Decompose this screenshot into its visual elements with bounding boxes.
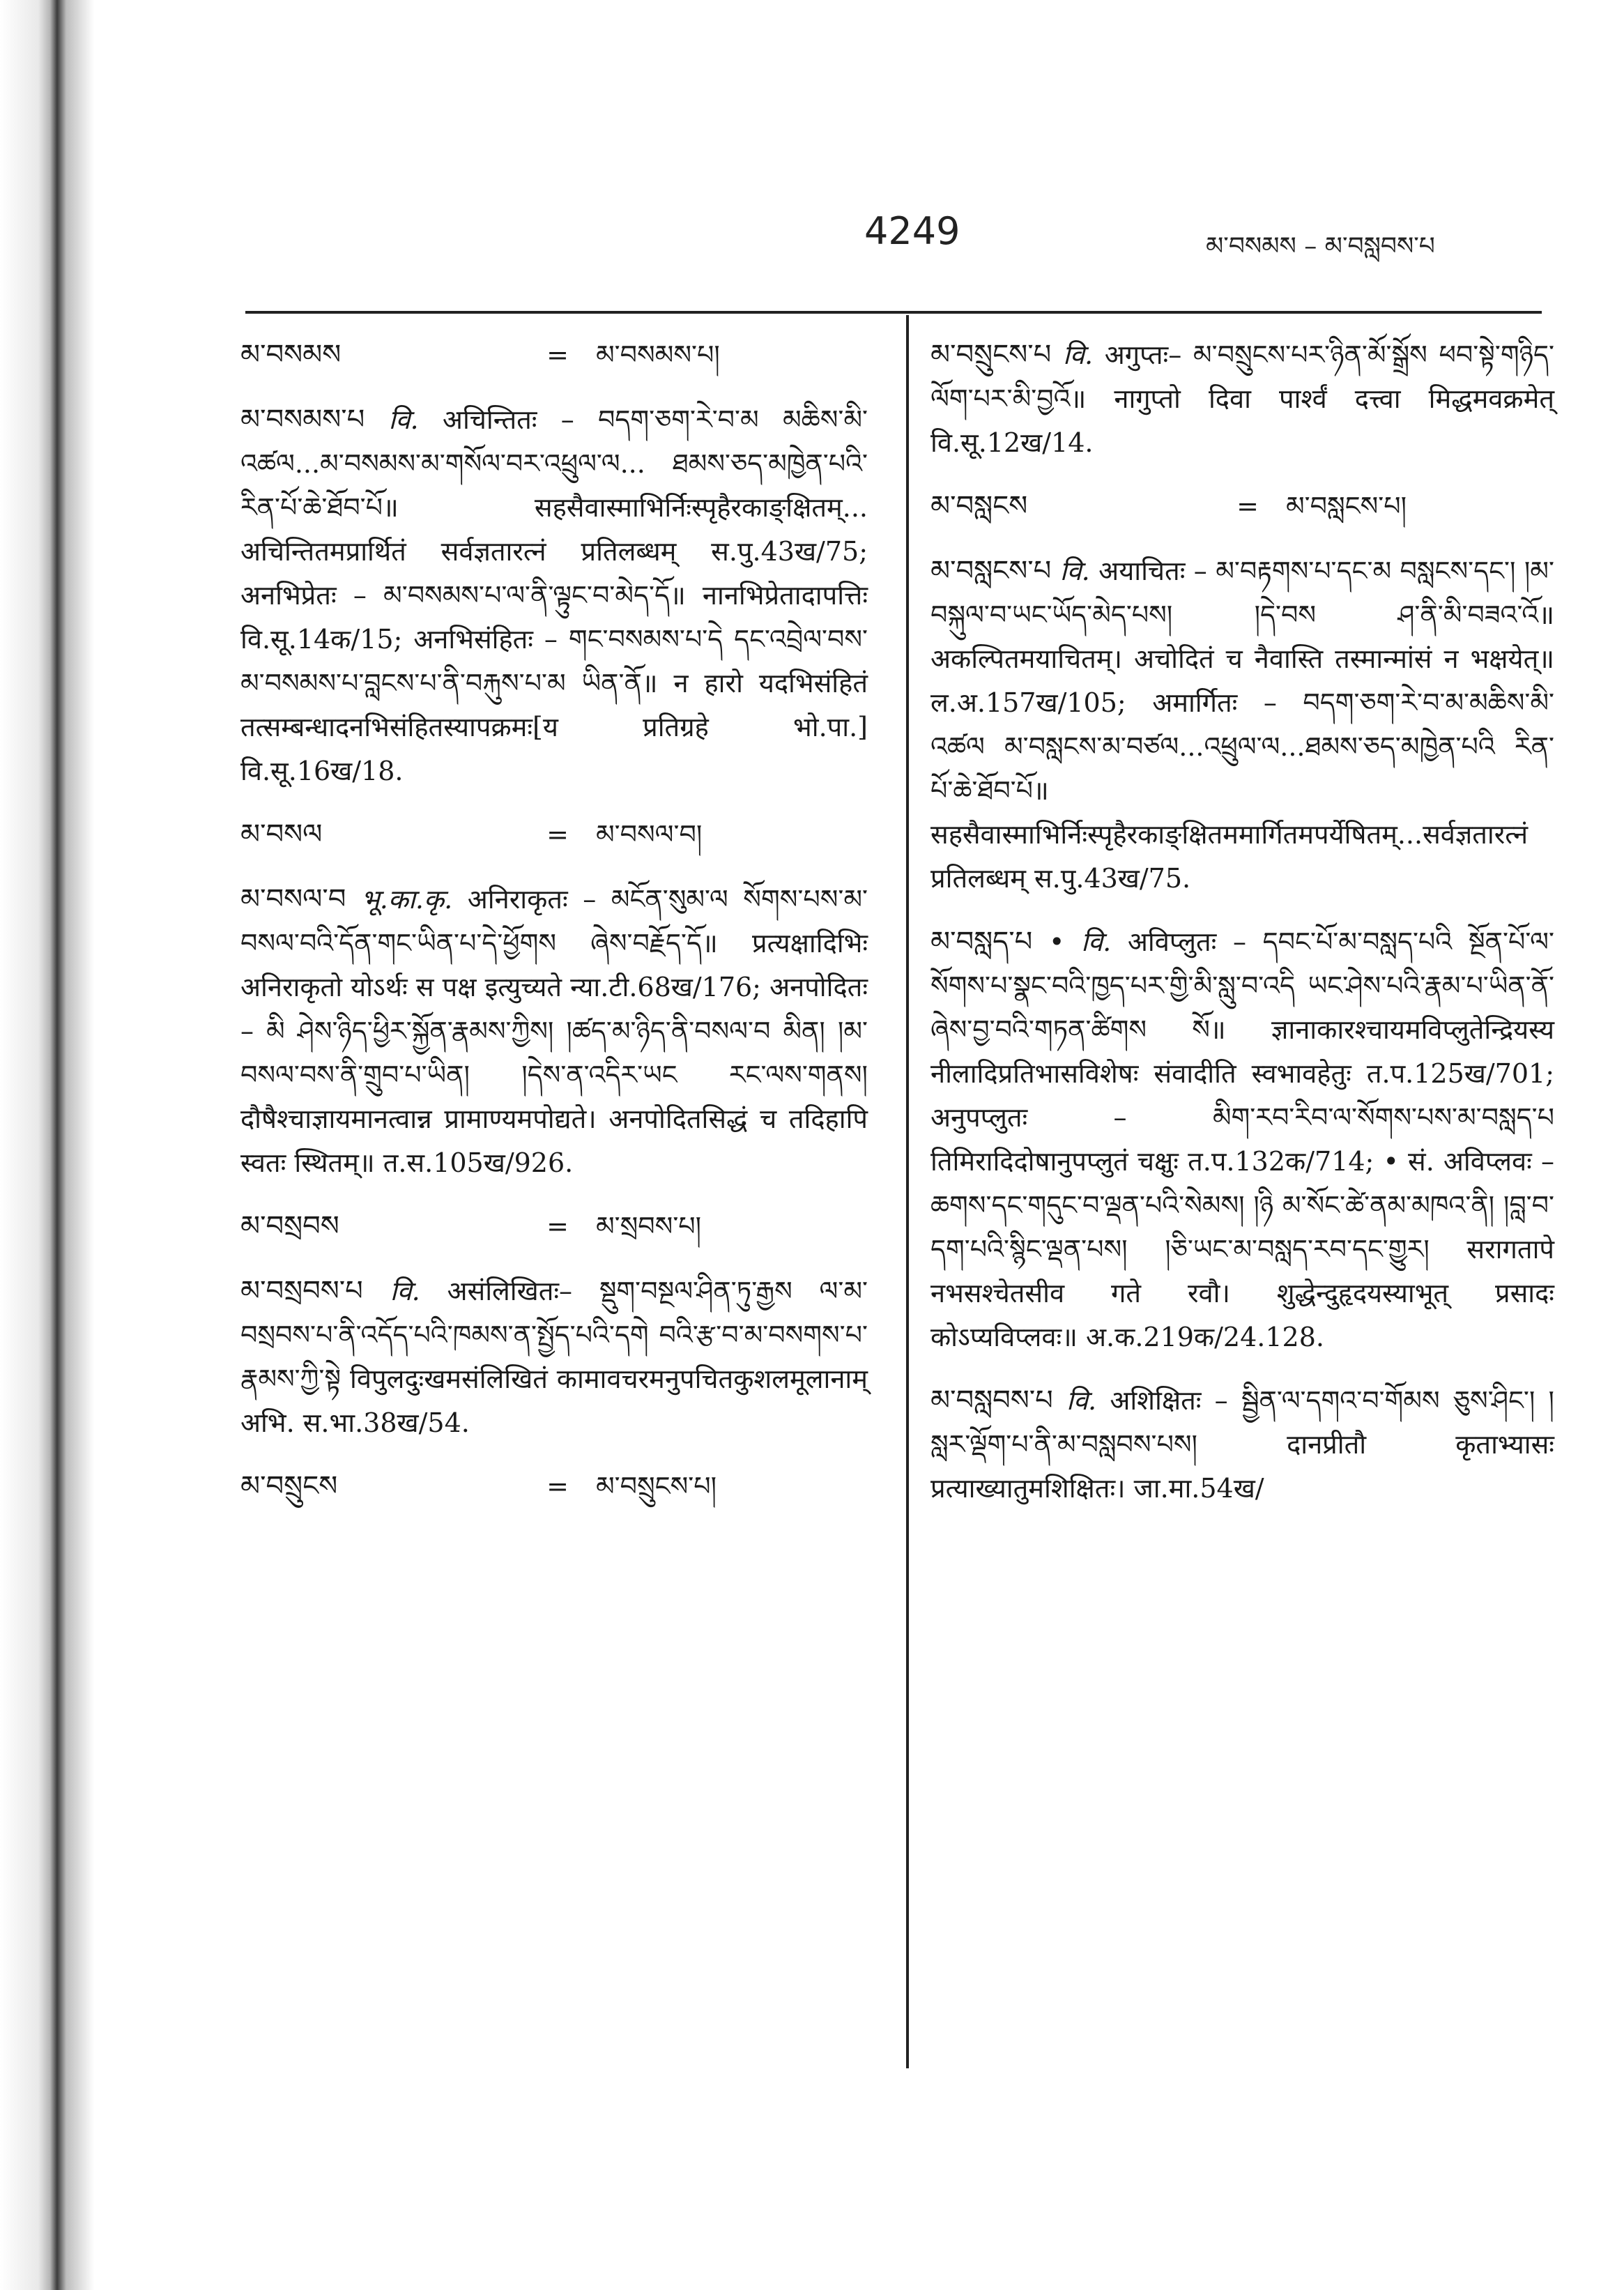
headword: མ་བསམས་པ: [240, 404, 365, 436]
grammar-label: वि.: [1059, 556, 1090, 586]
cross-reference-target: མ་སྲབས་པ།: [596, 1211, 702, 1242]
dictionary-entry: [930, 333, 1554, 465]
dictionary-entry: [240, 1269, 868, 1445]
headword: མ་བསྲབས: [240, 1210, 339, 1242]
entry-text: [930, 920, 1554, 1359]
dictionary-entry: [240, 878, 868, 1185]
entry-text: [930, 549, 1554, 901]
headword: མ་བསལ་བ: [240, 883, 346, 915]
definition-text: अनिराकृतः – མངོན་སུམ་ལ སོགས་པས་མ་བསལ་བའི་དོན་གང་ཡིན་པ་དེ་ཕྱོགས ཞེས་བརྗོད་དོ॥ प्रत्यक्षादिभिः अनिराकृतो योऽर्थः स पक्ष इत्युच्यते न्या.टी.68ख/176; अनपोदितः – མི ཤེས་ཉིད་ཕྱིར་སྐྱོན་རྣམས་ཀྱིས། །ཚད་མ་ཉིད་ནི་བསལ་བ མིན། །མ་བསལ་བས་ནི་གྲུབ་པ་ཡིན། །དེས་ན་འདིར་ཡང རང་ལས་གནས། दौषैश्चाज्ञायमानत्वान्न प्रामाण्यमपोद्यते। अनपोदितसिद्धं च तदिहापि स्वतः स्थितम्॥ त.स.105ख/926.: [240, 884, 868, 1178]
definition-text: अयाचितः – མ་བརྟགས་པ་དང་མ བསླངས་དང་། །མ་བསྐུལ་བ་ཡང་ཡོད་མེད་པས། །དེ་བས ཤ་ནི་མི་བཟའ་འོ॥ अकल्पितमयाचितम्। अचोदितं च नैवास्ति तस्मान्मांसं न भक्षयेत्॥ ल.अ.157ख/105; अमार्गितः – བདག་ཅག་རེ་བ་མ་མཆིས་མི་འཚལ མ་བསླངས་མ་བཙལ...འཕྲུལ་ལ...ཐམས་ཅད་མཁྱེན་པའི རིན་པོ་ཆེ་ཐོབ་པོ॥ सहसैवास्माभिर्निःस्पृहैरकाङ्क्षितममार्गितमपर्येषितम्...सर्वज्ञतारत्नं प्रतिलब्धम् स.पु.43ख/75.: [930, 556, 1554, 894]
left-column: [240, 333, 868, 1529]
entry-text: [240, 878, 868, 1185]
definition-text: अगुप्तः– མ་བསྲུངས་པར་ཉིན་མོ་སྒྲོས ཕབ་སྟེ་གཉིད་ལོག་པར་མི་བྱའོ॥ नागुप्तो दिवा पार्श्वं दत्त्वा मिद्धमवक्रमेत् वि.सू.12ख/14.: [930, 339, 1554, 458]
page-number: 4249: [864, 209, 960, 253]
grammar-label: वि.: [388, 404, 419, 435]
definition-text: असंलिखितः– སྡུག་བསྔལ་ཤིན་ཏུ་རྒྱས ལ་མ་བསྲབས་པ་ནི་འདོད་པའི་ཁམས་ན་སྤྱོད་པའི་དགེ བའི་རྩ་བ་མ་བསགས་པ་རྣམས་ཀྱི་སྟེ विपुलदुःखमसंलिखितं कामावचरमनुपचितकुशलमूलानाम् अभि. स.भा.38ख/54.: [240, 1276, 868, 1438]
equals-sign: =: [1236, 491, 1259, 521]
equals-sign: =: [546, 339, 569, 370]
headword: མ་བསམས: [240, 339, 342, 371]
grammar-label: भू.का.कृ.: [361, 884, 453, 915]
entry-text: [930, 1379, 1554, 1511]
headword: མ་བསླད་པ: [930, 926, 1033, 958]
headword: མ་བསྲུངས: [240, 1470, 338, 1502]
entry-text: [930, 333, 1554, 465]
equals-sign: =: [546, 1471, 569, 1502]
headword: མ་བསླབས་པ: [930, 1384, 1053, 1417]
definition-text: अचिन्तितः – བདག་ཅག་རེ་བ་མ མཆིས་མི་འཚལ...མ་བསམས་མ་གསོལ་བར་འཕྲུལ་ལ... ཐམས་ཅད་མཁྱེན་པའི་རིན་པོ་ཆེ་ཐོབ་པོ॥ सहसैवास्माभिर्निःस्पृहैरकाङ्क्षितम्... अचिन्तितमप्रार्थितं सर्वज्ञतारत्नं प्रतिलब्धम् स.पु.43ख/75; अनभिप्रेतः – མ་བསམས་པ་ལ་ནི་ལྟུང་བ་མེད་དོ॥ नानभिप्रेतादापत्तिः वि.सू.14क/15; अनभिसंहितः – གང་བསམས་པ་དེ དང་འབྲེལ་བས་མ་བསམས་པ་བླངས་པ་ནི་བརྐུས་པ་མ ཡིན་ནོ॥ न हारो यदभिसंहितं तत्सम्बन्धादनभिसंहितस्यापक्रमः[य प्रतिग्रहे भो.पा.] वि.सू.16ख/18.: [240, 404, 868, 786]
equals-sign: =: [546, 819, 569, 850]
scanned-page-edge: [0, 0, 94, 2290]
headword: མ་བསལ: [240, 818, 323, 850]
cross-reference-target: མ་བསམས་པ།: [596, 339, 720, 370]
entry-text: [240, 1269, 868, 1445]
headword: མ་བསླངས་པ: [930, 555, 1052, 587]
dictionary-entry: [240, 398, 868, 793]
cross-reference: [240, 1465, 868, 1509]
equals-sign: =: [546, 1211, 569, 1242]
cross-reference: [240, 333, 868, 377]
headword: མ་བསླངས: [930, 490, 1028, 522]
column-divider: [906, 315, 909, 2068]
dictionary-entry: [930, 549, 1554, 901]
dictionary-entry: [930, 1379, 1554, 1511]
running-head: མ་བསམས – མ་བསླབས་པ: [1206, 232, 1435, 261]
right-column: [930, 333, 1554, 1530]
cross-reference-target: མ་བསྲུངས་པ།: [596, 1471, 717, 1502]
grammar-label: वि.: [1066, 1385, 1097, 1416]
header-rule: [245, 311, 1542, 314]
grammar-label: वि.: [390, 1276, 420, 1306]
cross-reference: [930, 484, 1554, 528]
cross-reference-target: མ་བསལ་བ།: [596, 819, 703, 850]
cross-reference-target: མ་བསླངས་པ།: [1286, 491, 1407, 521]
cross-reference: [240, 813, 868, 857]
grammar-label: • वि.: [1049, 926, 1112, 957]
definition-text: अशिक्षितः – སྦྱིན་ལ་དགའ་བ་གོམས ཅུས་ཤིང་། །སླར་ལྡོག་པ་ནི་མ་བསླབས་པས། दानप्रीतौ कृताभ्यासः प्रत्याख्यातुमशिक्षितः। जा.मा.54ख/: [930, 1385, 1554, 1504]
entry-text: [240, 398, 868, 793]
grammar-label: वि.: [1062, 339, 1094, 370]
headword: མ་བསྲབས་པ: [240, 1275, 363, 1307]
dictionary-entry: [930, 920, 1554, 1359]
definition-text: अविप्लुतः – དབང་པོ་མ་བསླད་པའི སྔོན་པོ་ལ་སོགས་པ་སྣང་བའི་ཁྱད་པར་གྱི་མི་སླུ་བ་འདི ཡང་ཤེས་པའི་རྣམ་པ་ཡིན་ནོ་ཞེས་བྱ་བའི་གཏན་ཚིགས སོ॥ ज्ञानाकारश्चायमविप्लुतेन्द्रियस्य नीलादिप्रतिभासविशेषः संवादीति स्वभावहेतुः त.प.125ख/701; अनुपप्लुतः – མིག་རབ་རིབ་ལ་སོགས་པས་མ་བསླད་པ तिमिरादिदोषानुपप्लुतं चक्षुः त.प.132क/714; • सं. अविप्लवः – ཆགས་དང་གདུང་བ་ལྡན་པའི་སེམས། །ཉི མ་སོང་ཚེ་ནམ་མཁའ་ནི། །བླ་བ་དག་པའི་སྙིང་ལྡན་པས། །ཅི་ཡང་མ་བསླད་རབ་དང་གྱུར། सरागतापे नभसश्चेतसीव गते रवौ। शुद्धेन्दुहृदयस्याभूत् प्रसादः कोऽप्यविप्लवः॥ अ.क.219क/24.128.: [930, 926, 1554, 1352]
cross-reference: [240, 1205, 868, 1249]
headword: མ་བསྲུངས་པ: [930, 339, 1052, 371]
